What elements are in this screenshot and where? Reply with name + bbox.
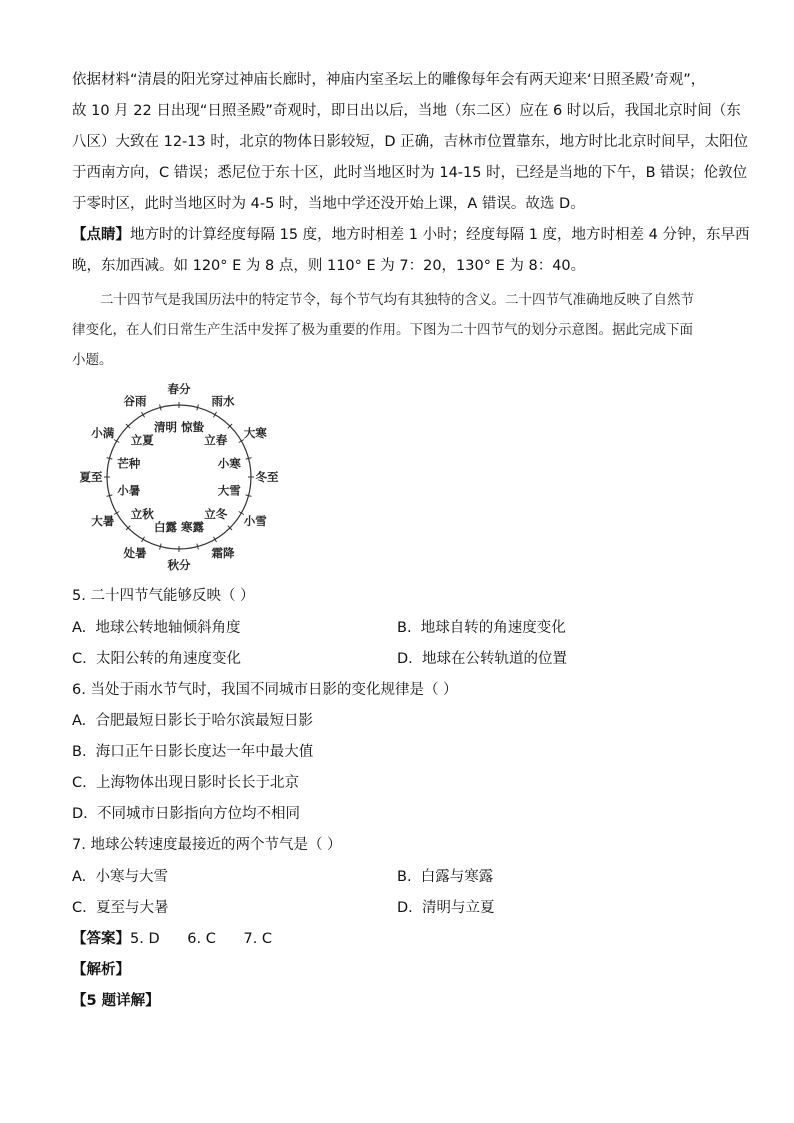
option-letter: D. bbox=[397, 651, 413, 667]
outer-term-label: 谷雨 bbox=[123, 393, 147, 408]
option-letter: B. bbox=[397, 869, 412, 885]
option-text: 白露与寒露 bbox=[420, 869, 494, 885]
option-text: 不同城市日影指向方位均不相同 bbox=[97, 806, 300, 822]
inner-term-label: 寒露 bbox=[180, 520, 204, 535]
q6-option-b[interactable] bbox=[72, 742, 313, 762]
outer-term-label: 小满 bbox=[91, 426, 115, 440]
option-letter: C. bbox=[72, 900, 87, 916]
question-5-stem: 5. 二十四节气能够反映（ ） bbox=[72, 588, 255, 604]
option-text: 夏至与大暑 bbox=[95, 900, 169, 916]
detail-label: 【5 题详解】 bbox=[72, 993, 160, 1009]
inner-term-label: 大雪 bbox=[217, 483, 241, 498]
option-letter: B. bbox=[397, 620, 412, 636]
option-text: 合肥最短日影长于哈尔滨最短日影 bbox=[95, 713, 313, 729]
option-text: 太阳公转的角速度变化 bbox=[95, 651, 241, 667]
option-letter: A. bbox=[72, 620, 87, 636]
option-letter: A. bbox=[72, 713, 87, 729]
explanation-line: 于零时区，此时当地区时为 4-5 时，当地中学还没开始上课，A 错误。故选 D。 bbox=[72, 196, 585, 212]
outer-term-label: 霜降 bbox=[211, 546, 235, 561]
explanation-line: 八区）大致在 12-13 时，北京的物体日影较短，D 正确，吉林市位置靠东，地方时比北京时间早，太阳位 bbox=[72, 134, 749, 150]
intro-line: 小题。 bbox=[72, 352, 113, 368]
answer-label: 【答案】 bbox=[72, 931, 130, 947]
q5-option-c[interactable] bbox=[72, 649, 241, 669]
q5-option-a[interactable] bbox=[72, 618, 241, 638]
q6-option-d[interactable] bbox=[72, 804, 300, 824]
explanation-line: 故 10 月 22 日出现“日照圣殿”奇观时，即日出以后，当地（东二区）应在 6 时以后，我国北京时间（东 bbox=[72, 103, 741, 119]
q6-option-c[interactable] bbox=[72, 773, 299, 793]
outer-term-label: 大暑 bbox=[91, 514, 115, 528]
q7-option-b[interactable] bbox=[397, 867, 493, 887]
outer-term-label: 冬至 bbox=[255, 470, 279, 484]
answer-line bbox=[72, 929, 272, 949]
inner-term-label: 清明 bbox=[154, 419, 178, 434]
option-letter: D. bbox=[397, 900, 413, 916]
analysis-label: 【解析】 bbox=[72, 962, 130, 978]
option-letter: B. bbox=[72, 744, 87, 760]
answer-values: 5. D 6. C 7. C bbox=[130, 931, 273, 947]
explanation-line: 依据材料“清晨的阳光穿过神庙长廊时，神庙内室圣坛上的雕像每年会有两天迎来‘日照圣殿’奇观”， bbox=[72, 72, 706, 88]
option-text: 小寒与大雪 bbox=[95, 869, 168, 885]
question-6-stem: 6. 当处于雨水节气时，我国不同城市日影的变化规律是（ ） bbox=[72, 682, 458, 698]
q5-option-d[interactable] bbox=[397, 649, 567, 669]
q7-option-c[interactable] bbox=[72, 898, 168, 918]
option-text: 地球在公转轨道的位置 bbox=[422, 651, 567, 667]
outer-term-label: 处暑 bbox=[123, 546, 147, 561]
outer-term-label: 夏至 bbox=[79, 470, 103, 484]
inner-term-label: 立夏 bbox=[130, 433, 154, 448]
inner-term-label: 立春 bbox=[204, 433, 228, 448]
intro-line: 二十四节气是我国历法中的特定节令，每个节气均有其独特的含义。二十四节气准确地反映了自然节 bbox=[100, 292, 694, 308]
option-text: 海口正午日影长度达一年中最大值 bbox=[95, 744, 314, 760]
q6-option-a[interactable] bbox=[72, 711, 313, 731]
option-text: 清明与立夏 bbox=[422, 900, 495, 916]
orbit-circle-group bbox=[104, 402, 254, 552]
inner-term-label: 立冬 bbox=[204, 506, 228, 521]
inner-term-label: 芒种 bbox=[117, 456, 141, 471]
inner-term-label: 白露 bbox=[154, 520, 178, 535]
q7-option-d[interactable] bbox=[397, 898, 495, 918]
option-letter: D. bbox=[72, 806, 88, 822]
tip-label: 【点睛】 bbox=[72, 227, 130, 243]
inner-term-labels bbox=[117, 420, 241, 534]
outer-term-label: 小雪 bbox=[243, 514, 267, 528]
outer-term-label: 雨水 bbox=[211, 393, 235, 408]
option-text: 地球公转地轴倾斜角度 bbox=[95, 620, 241, 636]
tip-text: 地方时的计算经度每隔 15 度，地方时相差 1 小时；经度每隔 1 度，地方时相差 4 分钟，东早西 bbox=[130, 227, 750, 243]
q5-option-b[interactable] bbox=[397, 618, 566, 638]
q7-option-a[interactable] bbox=[72, 867, 168, 887]
option-letter: C. bbox=[72, 651, 87, 667]
outer-term-label: 大寒 bbox=[243, 426, 267, 440]
inner-term-label: 立秋 bbox=[130, 506, 154, 521]
explanation-line: 于西南方向，C 错误；悉尼位于东十区，此时当地区时为 14-15 时，已经是当地的下午，B 错误；伦敦位 bbox=[72, 165, 748, 181]
option-letter: A. bbox=[72, 869, 87, 885]
inner-term-label: 惊蛰 bbox=[180, 419, 204, 434]
inner-term-label: 小寒 bbox=[217, 456, 241, 471]
tip-line bbox=[72, 225, 750, 245]
question-7-stem: 7. 地球公转速度最接近的两个节气是（ ） bbox=[72, 837, 342, 853]
option-letter: C. bbox=[72, 775, 87, 791]
option-text: 上海物体出现日影时长长于北京 bbox=[95, 775, 299, 791]
option-text: 地球自转的角速度变化 bbox=[420, 620, 566, 636]
intro-line: 律变化，在人们日常生产生活中发挥了极为重要的作用。下图为二十四节气的划分示意图。据此完成下面 bbox=[72, 322, 693, 338]
inner-term-label: 小暑 bbox=[117, 483, 141, 498]
outer-term-label: 秋分 bbox=[167, 558, 191, 572]
tip-line: 晚，东加西减。如 120° E 为 8 点，则 110° E 为 7：20，130° E 为 8：40。 bbox=[72, 258, 586, 274]
outer-term-label: 春分 bbox=[167, 382, 191, 396]
solar-terms-diagram bbox=[74, 380, 304, 576]
